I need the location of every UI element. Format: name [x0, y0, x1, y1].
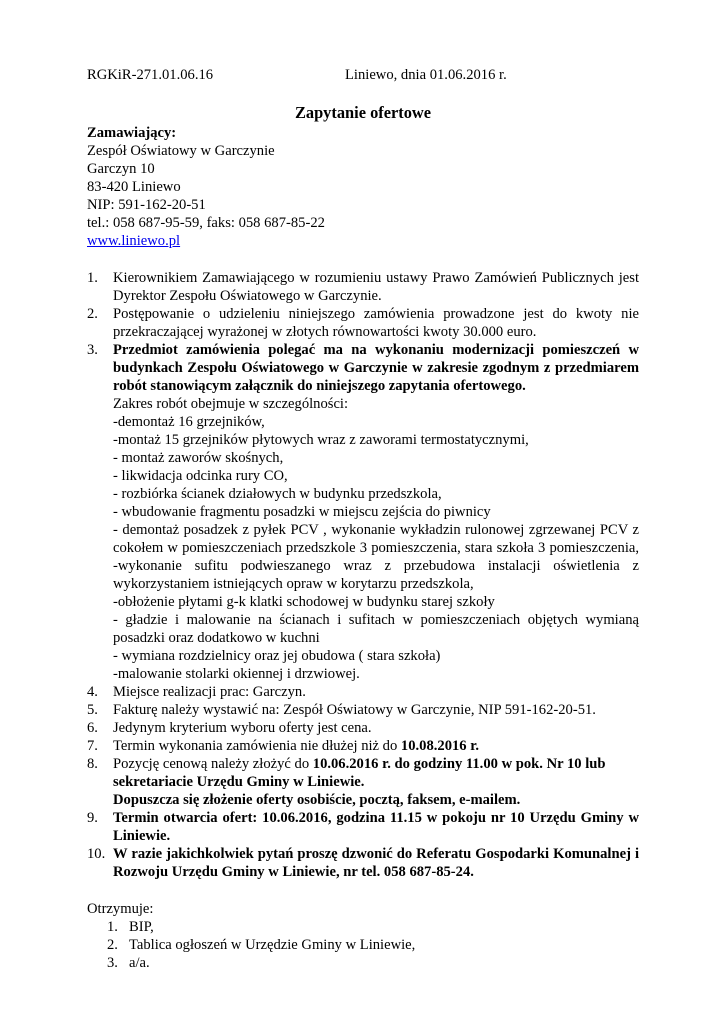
item-line: Zakres robót obejmuje w szczególności:: [113, 396, 349, 412]
place-date: Liniewo, dnia 01.06.2016 r.: [345, 67, 507, 83]
item-line: Rozwoju Urzędu Gminy w Liniewie, nr tel. 058 687-85-24.: [113, 864, 474, 880]
list-item: [87, 737, 639, 755]
item-line: posadzki oraz dodatkowo w kuchni: [113, 630, 320, 646]
website-link[interactable]: www.liniewo.pl: [87, 233, 181, 249]
orderer-line: NIP: 591-162-20-51: [87, 197, 206, 213]
item-line: [113, 755, 639, 773]
list-item: [87, 809, 639, 845]
reference-number: RGKiR-271.01.06.16: [87, 67, 214, 83]
item-line: -malowanie stolarki okiennej i drzwiowej.: [113, 666, 360, 682]
item-line: Liniewie.: [113, 828, 171, 844]
list-item: [87, 701, 639, 719]
item-line: Przedmiot zamówienia polegać ma na wykonaniu modernizacji pomieszczeń w: [113, 342, 639, 358]
deadline-date: 10.08.2016 r.: [400, 738, 480, 754]
item-line: Termin otwarcia ofert: 10.06.2016, godzina 11.15 w pokoju nr 10 Urzędu Gminy w: [113, 810, 639, 826]
orderer-line: Garczyn 10: [87, 161, 155, 177]
item-line: [113, 737, 639, 755]
item-number: 3.: [107, 955, 118, 971]
item-line: W razie jakichkolwiek pytań proszę dzwonić do Referatu Gospodarki Komunalnej i: [113, 846, 639, 862]
recipient-item: [87, 954, 639, 972]
recipient-text: BIP,: [129, 919, 154, 935]
list-item: [87, 341, 639, 683]
recipient-text: Tablica ogłoszeń w Urzędzie Gminy w Liniewie,: [129, 937, 416, 953]
item-line: Dyrektor Zespołu Oświatowego w Garczynie.: [113, 288, 382, 304]
item-line: Fakturę należy wystawić na: Zespół Oświatowy w Garczynie, NIP 591-162-20-51.: [113, 702, 596, 718]
page-title: Zapytanie ofertowe: [294, 103, 432, 122]
orderer-line: tel.: 058 687-95-59, faks: 058 687-85-22: [87, 215, 325, 231]
item-line: -demontaż 16 grzejników,: [113, 414, 265, 430]
submission-deadline: 10.06.2016 r. do godziny 11.00 w pok. Nr 10 lub: [312, 756, 606, 772]
item-line: sekretariacie Urzędu Gminy w Liniewie.: [113, 774, 365, 790]
list-item: [87, 845, 639, 881]
recipients-label: Otrzymuje:: [87, 901, 154, 917]
item-number: 2.: [87, 306, 98, 322]
document-page: [87, 66, 639, 972]
header: [87, 66, 639, 84]
item-number: 9.: [87, 810, 98, 826]
item-line: Postępowanie o udzieleniu niniejszego zamówienia prowadzone jest do kwoty nie: [113, 306, 639, 322]
orderer-line: 83-420 Liniewo: [87, 179, 181, 195]
list-item: [87, 269, 639, 305]
recipient-text: a/a.: [129, 955, 150, 971]
orderer-line: Zespół Oświatowy w Garczynie: [87, 143, 275, 159]
item-number: 2.: [107, 937, 118, 953]
list-item: [87, 719, 639, 737]
item-number: 4.: [87, 684, 98, 700]
item-line: - wbudowanie fragmentu posadzki w miejscu zejścia do piwnicy: [113, 504, 491, 520]
item-text: Termin wykonania zamówienia nie dłużej niż do: [113, 738, 401, 754]
item-number: 3.: [87, 342, 98, 358]
item-line: budynkach Zespołu Oświatowego w Garczynie w zakresie zgodnym z przedmiarem: [113, 360, 639, 376]
item-number: 5.: [87, 702, 98, 718]
item-line: - montaż zaworów skośnych,: [113, 450, 284, 466]
list-item: [87, 305, 639, 341]
item-line: - demontaż posadzek z pyłek PCV , wykonanie wykładzin rulonowej zgrzewanej PCV z: [113, 522, 639, 538]
recipient-item: [87, 918, 639, 936]
list-item: [87, 755, 639, 809]
item-line: -wykonanie sufitu podwieszanego wraz z przebudowa instalacji oświetlenia z: [113, 558, 639, 574]
item-number: 8.: [87, 756, 98, 772]
item-text: Pozycję cenową należy złożyć do: [113, 756, 313, 772]
item-number: 10.: [87, 846, 106, 862]
item-line: - rozbiórka ścianek działowych w budynku przedszkola,: [113, 486, 442, 502]
orderer-block: [87, 124, 639, 250]
item-number: 1.: [107, 919, 118, 935]
item-number: 6.: [87, 720, 98, 736]
item-line: -montaż 15 grzejników płytowych wraz z zaworami termostatycznymi,: [113, 432, 529, 448]
item-line: - gładzie i malowanie na ścianach i sufitach w pomieszczeniach objętych wymianą: [113, 612, 639, 628]
item-number: 7.: [87, 738, 98, 754]
item-line: robót stanowiącym załącznik do niniejszego zapytania ofertowego.: [113, 378, 526, 394]
item-line: wykorzystaniem istniejących opraw w korytarzu przedszkola,: [113, 576, 474, 592]
item-line: cokołem w pomieszczeniach przedszkole 3 pomieszczenia, stara szkoła 3 pomieszczenia,: [113, 540, 639, 556]
item-line: Kierownikiem Zamawiającego w rozumieniu ustawy Prawo Zamówień Publicznych jest: [113, 270, 639, 286]
list-item: [87, 683, 639, 701]
recipient-item: [87, 936, 639, 954]
item-number: 1.: [87, 270, 98, 286]
item-line: Dopuszcza się złożenie oferty osobiście, pocztą, faksem, e-mailem.: [113, 792, 521, 808]
item-line: Jedynym kryterium wyboru oferty jest cena.: [113, 720, 372, 736]
item-line: - wymiana rozdzielnicy oraz jej obudowa ( stara szkoła): [113, 648, 441, 664]
recipients-block: [87, 900, 639, 972]
orderer-label: Zamawiający:: [87, 125, 177, 141]
terms-list: [87, 269, 639, 881]
item-line: przekraczającej wyrażonej w złotych równowartości kwoty 30.000 euro.: [113, 324, 537, 340]
item-line: - likwidacja odcinka rury CO,: [113, 468, 288, 484]
item-line: Miejsce realizacji prac: Garczyn.: [113, 684, 306, 700]
item-line: -obłożenie płytami g-k klatki schodowej w budynku starej szkoły: [113, 594, 495, 610]
